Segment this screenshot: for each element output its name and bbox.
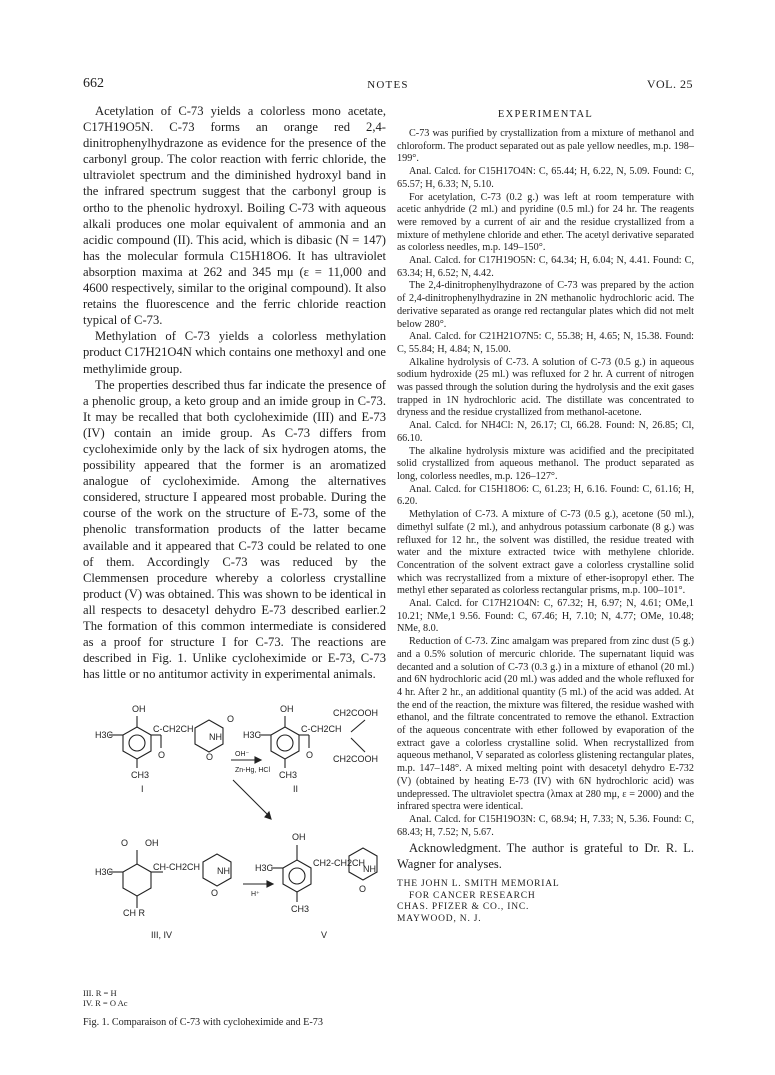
compound-label: I — [141, 784, 144, 794]
atom-label: C-CH2CH — [153, 724, 194, 734]
paragraph: The 2,4-dinitrophenylhydrazone of C-73 was prepared by the action of 2,4-dinitrophenylhydrazine in 2N methanolic hydrochloric acid. The derivative separated as orange red rectangular plates which did not melt below 280°. — [397, 280, 694, 330]
legend-line: III. R = H — [83, 988, 117, 998]
atom-label: CH-CH2CH — [153, 862, 200, 872]
affiliation-line: THE JOHN L. SMITH MEMORIAL — [397, 879, 560, 890]
right-column — [397, 103, 694, 925]
paragraph: Reduction of C-73. Zinc amalgam was prepared from zinc dust (5 g.) and a 0.5% solution of mercuric chloride. The supernatant liquid was decanted and a solution of C-73 (0.3 g.) in a mixture of ethanol (20 ml.) and 6N hydrochloric acid (20 ml.) was added and the whole refluxed for 4 hr. After 2 hr., an additional quantity (5 ml.) of the acid was added. At the end of the reaction, the mixture was filtered, the residue washed with ethanol, and the filtrate concentrated to remove the ethanol. Extraction of the aqueous concentrate with ether followed by evaporation of the extract gave a colorless crystalline solid. When recrystallized from aqueous methanol, V separated as colorless glistening rectangular plates, m.p. 147–148°. A mixed melting point with desacetyl dehydro E-732 (V) (obtained by heating E-73 (IV) with 6N hydrochloric acid) was undepressed. The ultraviolet spectra (λmax at 280 mμ, ε = 2000) and the infrared spectra were identical. — [397, 636, 694, 813]
atom-label: O — [206, 752, 214, 762]
atom-label: O — [121, 838, 129, 848]
atom-label: O — [359, 884, 367, 894]
r-group-legend — [83, 988, 128, 1008]
compound-label: III, IV — [151, 930, 173, 940]
legend-line: IV. R = O Ac — [83, 998, 128, 1008]
benzene-ring-I — [123, 727, 151, 759]
compound-label: II — [293, 784, 299, 794]
paragraph: Methylation of C-73 yields a colorless methylation product C17H21O4N which contains one methoxyl and one methylimide group. — [83, 329, 386, 376]
atom-label: O — [211, 888, 219, 898]
atom-label: H3C — [255, 863, 274, 873]
atom-label: NH — [209, 732, 222, 742]
paragraph: Alkaline hydrolysis of C-73. A solution of C-73 (0.5 g.) in aqueous sodium hydroxide (25 ml.) was refluxed for 2 hr. A current of nitrogen was passed through the solution during the hydrolysis and the exit gases trapped in 1N hydrochloric acid. The distillate was concentrated to dryness and the residue crystallized from methanol-acetone. — [397, 356, 694, 419]
paragraph: Anal. Calcd. for C15H18O6: C, 61.23; H, 6.16. Found: C, 61.16; H, 6.20. — [397, 483, 694, 508]
paragraph: For acetylation, C-73 (0.2 g.) was left at room temperature with acetic anhydride (2 ml.) and pyridine (0.5 ml.) for 24 hr. The reagents were removed by a current of air and the residue crystallized from a mixture of methylene chloride and ether. The acetyl derivative separated as colorless needles, m.p. 149–150°. — [397, 191, 694, 254]
atom-label: CH2COOH — [333, 754, 379, 764]
left-column — [83, 103, 386, 682]
reagent-label: Zn-Hg, HCl — [235, 767, 271, 774]
reagent-label: OH⁻ — [235, 751, 250, 758]
benzene-ring-II — [271, 727, 299, 759]
paragraph: Anal. Calcd. for C17H19O5N: C, 64.34; H, 6.04; N, 4.41. Found: C, 63.34; H, 6.52; N, 4.42. — [397, 255, 694, 279]
atom-label: OH — [292, 832, 306, 842]
reaction-scheme-svg — [83, 690, 388, 1010]
acknowledgment: Acknowledgment. The author is grateful to Dr. R. L. Wagner for analyses. — [397, 841, 694, 871]
affiliation-line: CHAS. PFIZER & CO., INC. — [397, 902, 530, 913]
atom-label: CH R — [123, 908, 145, 918]
benzene-ring-V — [283, 860, 311, 892]
atom-label: OH — [280, 704, 294, 714]
arrow-I-V — [233, 780, 268, 815]
compound-label: V — [321, 930, 328, 940]
paragraph: The alkaline hydrolysis mixture was acidified and the precipitated solid crystallized from aqueous methanol. The product separated as long, colorless needles, m.p. 126–127°. — [397, 445, 694, 482]
atom-label: H3C — [95, 867, 114, 877]
atom-label: CH3 — [131, 770, 150, 780]
affiliation — [397, 879, 694, 925]
atom-label: H3C — [243, 730, 262, 740]
paragraph: Anal. Calcd. for C17H21O4N: C, 67.32; H, 6.97; N, 4.61; OMe,1 10.21; NMe,1 9.56. Found: C, 67.46; H, 7.10; N, 4.77; OMe, 10.48; NMe, 8.0. — [397, 598, 694, 635]
figure-caption: Fig. 1. Comparaison of C-73 with cycloheximide and E-73 — [83, 1017, 323, 1028]
cyclohexanone-ring — [123, 864, 151, 896]
atom-label: O — [158, 750, 166, 760]
atom-label: CH2COOH — [333, 708, 379, 718]
atom-label: CH3 — [291, 904, 310, 914]
atom-label: H3C — [95, 730, 114, 740]
paragraph: Anal. Calcd. for NH4Cl: N, 26.17; Cl, 66.28. Found: N, 26.85; Cl, 66.10. — [397, 420, 694, 444]
reaction-figure — [83, 690, 388, 1010]
paragraph: C-73 was purified by crystallization from a mixture of methanol and chloroform. The product separated out as pale yellow needles, m.p. 198–199°. — [397, 128, 694, 165]
section-title: EXPERIMENTAL — [497, 109, 594, 120]
aromatic-circle-I — [129, 735, 145, 751]
running-title: NOTES — [367, 79, 409, 91]
atom-label: NH — [217, 866, 230, 876]
reagent-label: H⁺ — [251, 891, 260, 898]
atom-label: O — [306, 750, 314, 760]
affiliation-line: MAYWOOD, N. J. — [397, 913, 482, 924]
atom-label: CH2-CH2CH — [313, 858, 366, 868]
page-header — [83, 76, 693, 94]
atom-label: CH3 — [279, 770, 298, 780]
atom-label: OH — [145, 838, 159, 848]
affiliation-line: FOR CANCER RESEARCH — [409, 890, 536, 901]
atom-label: NH — [363, 864, 376, 874]
paragraph: Methylation of C-73. A mixture of C-73 (0.5 g.), acetone (50 ml.), dimethyl sulfate (2 ml.), and anhydrous potassium carbonate (8 g.) was refluxed for 12 hr., the solvent was distilled, the residue treated with water and the mixture extracted twice with methylene chloride. Concentration of the solvent extract gave a colorless crystalline solid which was recrystallized from a mixture of ether-isopropyl ether. The methyl ether separated as colorless rectangular prisms, m.p. 100–101°. — [397, 509, 694, 597]
atom-label: OH — [132, 704, 146, 714]
paragraph: Anal. Calcd. for C15H17O4N: C, 65.44; H, 6.22, N, 5.09. Found: C, 65.57; H, 6.33; N, 5.10. — [397, 166, 694, 190]
page-number: 662 — [83, 76, 104, 91]
volume-label: VOL. 25 — [646, 77, 693, 91]
atom-label: C-CH2CH — [301, 724, 342, 734]
paragraph: Acetylation of C-73 yields a colorless mono acetate, C17H19O5N. C-73 forms an orange red 2,4-dinitrophenylhydrazone as evidence for the presence of the carbonyl group. The color reaction with ferric chloride, the ultraviolet spectrum and the diminished hydroxyl band in the infrared spectrum suggest that the carbonyl group is ortho to the phenolic hydroxyl. Boiling C-73 with aqueous alkali produces one molar equivalent of ammonia and an acidic compound (II). This acid, which is dibasic (N = 147) has the molecular formula C15H18O6. It has ultraviolet absorption maxima at 262 and 345 mμ (ε = 11,000 and 4600 respectively, similar to the original compound). It also retains the fluorescence and the ferric chloride reaction typical of C-73. — [83, 104, 386, 328]
paragraph: The properties described thus far indicate the presence of a phenolic group, a keto group and an imide group in C-73. It may be recalled that both cycloheximide (III) and E-73 (IV) contain an imide group. As C-73 differs from cycloheximide only by the lack of six hydrogen atoms, the possibility appeared that the former is an aromatized analogue of cycloheximide. Among the alternatives considered, structure I appeared most probable. During the course of the work on the structure of E-73, some of the phenolic transformation products of the latter became available and it appeared that C-73 could be related to one of them. Accordingly C-73 was reduced by the Clemmensen procedure whereby a colorless crystalline product (V) was obtained. This was shown to be identical in all respects to desacetyl dehydro E-73 described earlier.2 The formation of this common intermediate is considered as a proof for structure I for C-73. The reactions are described in Fig. 1. Unlike cycloheximide or E-73, C-73 has little or no antitumor activity in experimental animals. — [83, 377, 387, 682]
paragraph: Anal. Calcd. for C21H21O7N5: C, 55.38; H, 4.65; N, 15.38. Found: C, 55.84; H, 4.84; N, 15.00. — [397, 331, 694, 355]
atom-label: O — [227, 714, 235, 724]
paragraph: Anal. Calcd. for C15H19O3N: C, 68.94; H, 7.33; N, 5.36. Found: C, 68.43; H, 7.52; N, 5.67. — [397, 813, 694, 838]
